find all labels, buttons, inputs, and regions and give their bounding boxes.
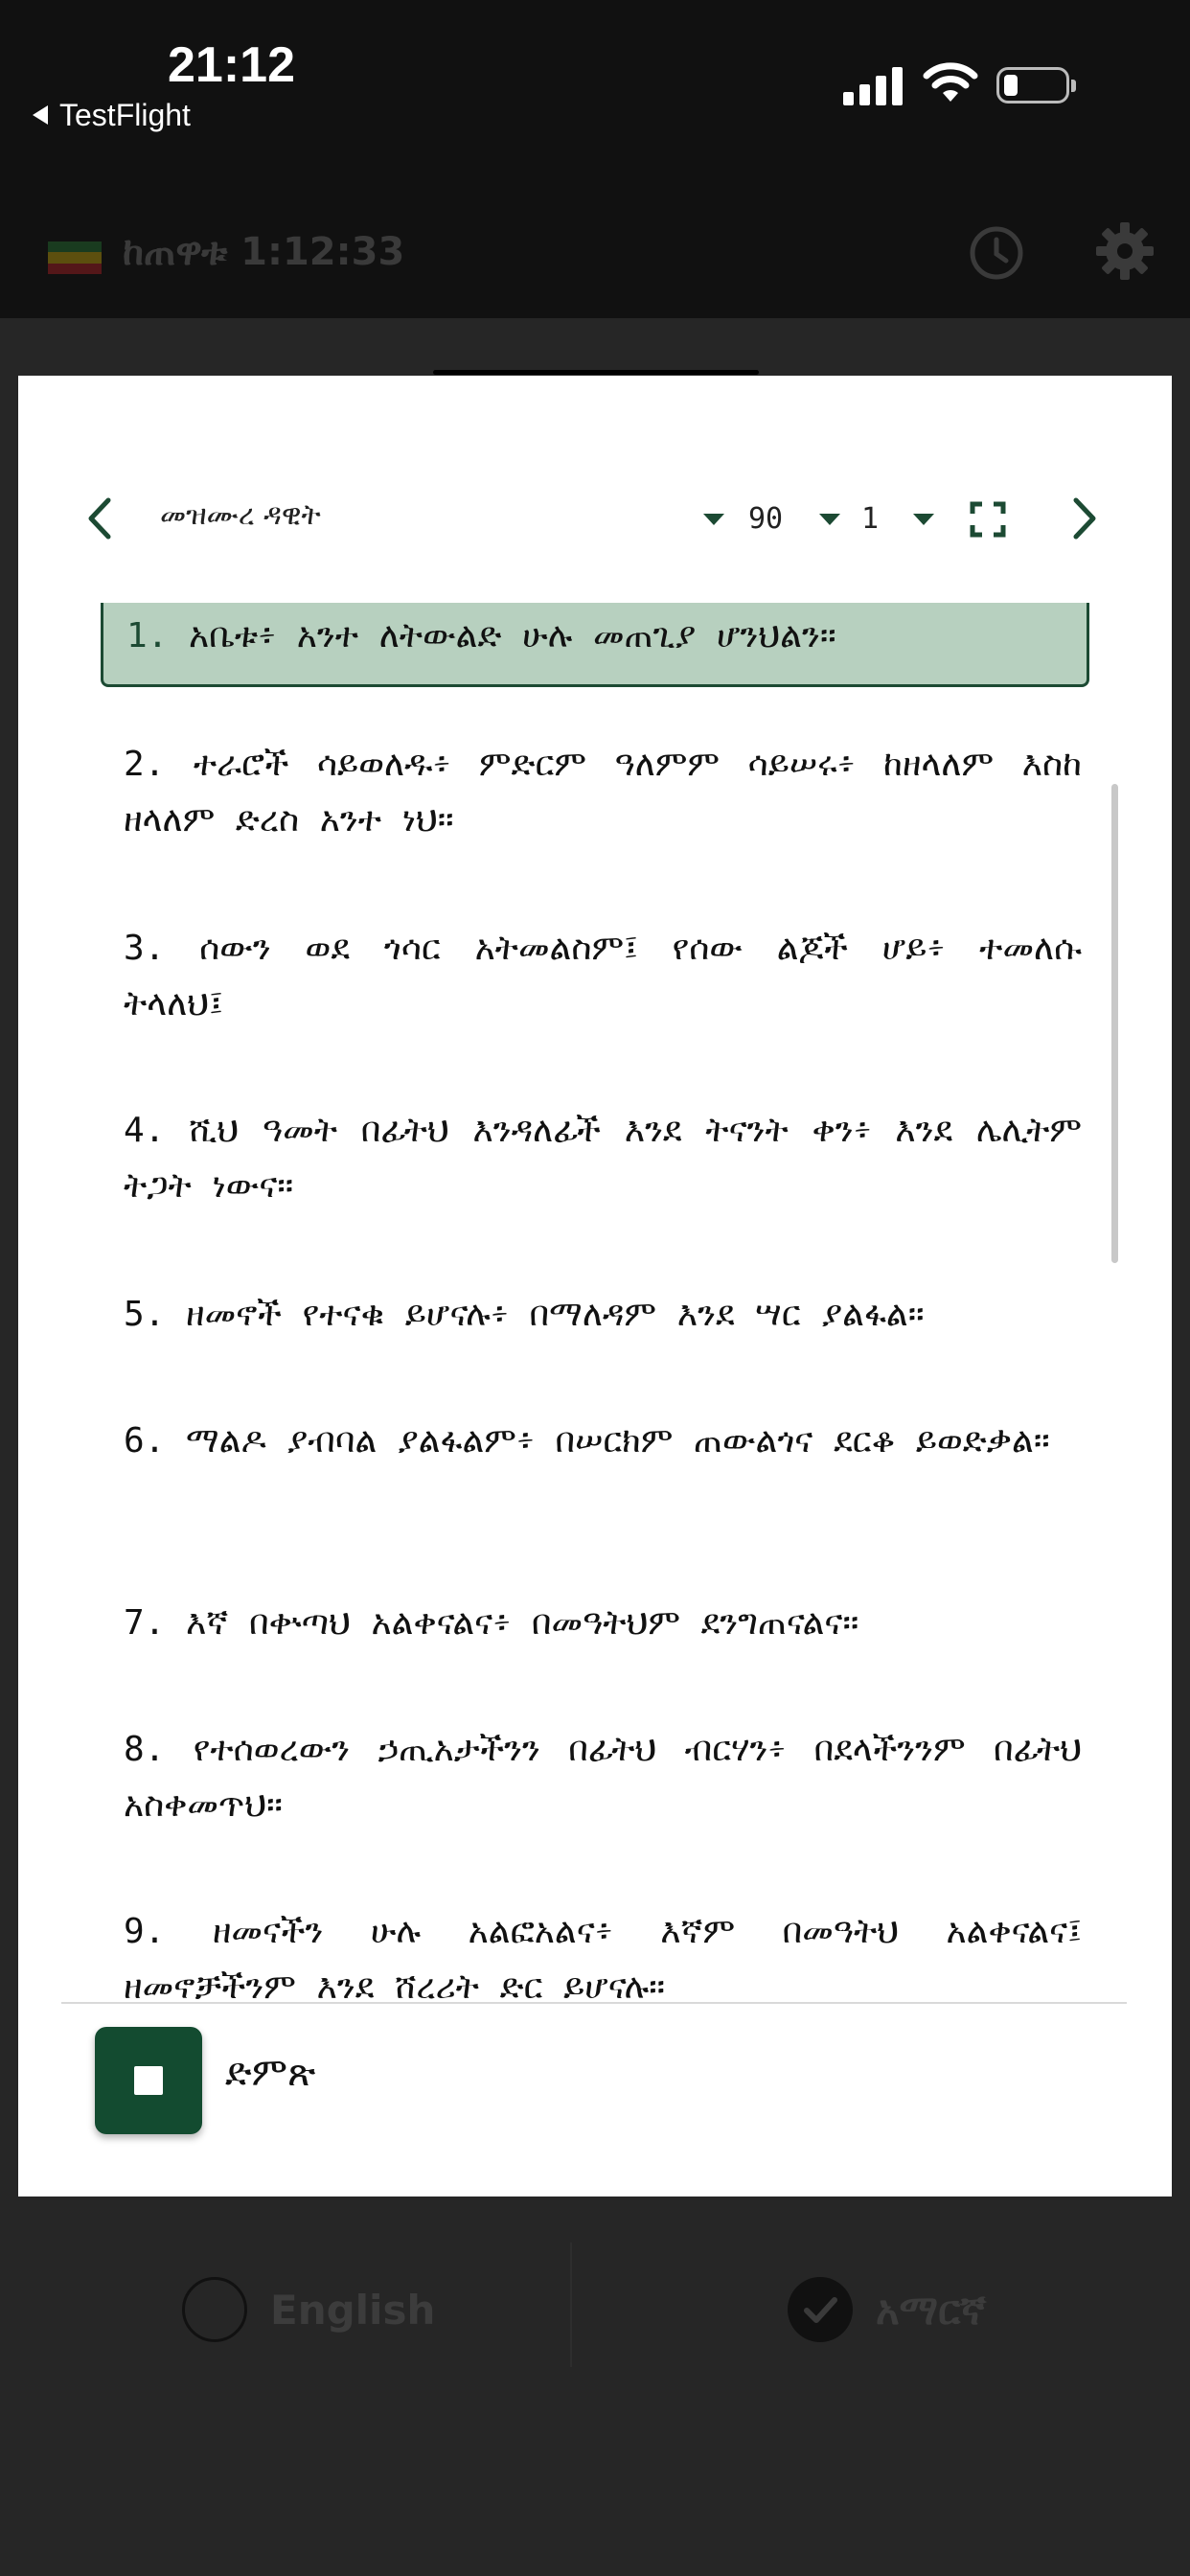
book-dropdown-arrow-icon[interactable]: [703, 514, 724, 525]
verse-item[interactable]: [124, 737, 1082, 848]
status-time: 21:12: [168, 37, 295, 93]
gear-icon[interactable]: [1094, 220, 1156, 282]
language-divider: [570, 2242, 572, 2367]
verse-text: ዘመኖች የተናቁ ይሆናሉ፥ በማለዳም እንደ ሣር ያልፋል።: [186, 1295, 925, 1334]
back-to-app-link[interactable]: [33, 98, 191, 133]
book-title: መዝሙረ ዳዊት: [160, 498, 321, 532]
app-header: [0, 192, 1190, 318]
verse-list[interactable]: [18, 603, 1172, 2002]
verse-number: 9.: [124, 1912, 166, 1951]
verse-text: ማልዶ ያብባል ያልፋልም፥ በሠርክም ጠውልጎና ደርቆ ይወድቃል።: [186, 1421, 1050, 1460]
history-icon[interactable]: [968, 224, 1025, 282]
verse-number: 5.: [124, 1295, 166, 1334]
cellular-signal-icon: [843, 63, 904, 105]
verse-number: 6.: [124, 1421, 166, 1460]
ethiopia-flag-icon: [48, 242, 102, 274]
audio-divider: [61, 2002, 1127, 2004]
verse-text: አቤቱ፥ አንተ ለትውልድ ሁሉ መጠጊያ ሆንህልን።: [189, 616, 836, 656]
verse-select[interactable]: 1: [861, 502, 880, 536]
language-selector: [0, 2242, 1190, 2377]
verse-text: ተራሮች ሳይወለዱ፥ ምድርም ዓለምም ሳይሠሩ፥ ከዘላለም እስከ ዘላለም ድረስ አንተ ነህ።: [124, 745, 1082, 840]
stop-icon: [134, 2066, 163, 2095]
verse-item[interactable]: [124, 1103, 1082, 1214]
sheet-handle[interactable]: [433, 370, 759, 375]
verse-number: 4.: [124, 1111, 166, 1150]
verse-text: ሺህ ዓመት በፊትህ እንዳለፊች እንደ ትናንት ቀን፥ እንደ ሌሊትም ትጋት ነውና።: [124, 1111, 1082, 1206]
chapter-dropdown-arrow-icon[interactable]: [819, 514, 840, 525]
next-chapter-button[interactable]: [1059, 494, 1107, 542]
verse-scrollbar[interactable]: [1111, 784, 1118, 1263]
verse-item[interactable]: [124, 1904, 1082, 2002]
reader-modal: [18, 376, 1172, 2196]
countdown-title: ከጠዋቱ 1:12:33: [123, 230, 405, 274]
english-radio[interactable]: [182, 2277, 247, 2342]
battery-icon: [996, 67, 1069, 104]
verse-number: 3.: [124, 929, 166, 968]
verse-text: የተሰወረውን ኃጢአታችንን በፊትህ ብርሃን፥ በደላችንንም በፊትህ አስቀመጥህ።: [124, 1730, 1082, 1825]
verse-number: 8.: [124, 1730, 166, 1769]
verse-number: 2.: [124, 745, 166, 784]
amharic-label[interactable]: አማርኛ: [876, 2287, 986, 2334]
verse-item[interactable]: [124, 1414, 1082, 1469]
amharic-radio[interactable]: [788, 2277, 853, 2342]
verse-text: ዘመናችን ሁሉ አልፎአልና፥ እኛም በመዓትህ አልቀናልና፤ ዘመኖቻችንም እንደ ሸረሪት ድር ይሆናሉ።: [124, 1912, 1082, 2002]
chapter-select[interactable]: 90: [748, 502, 784, 536]
verse-number: 1.: [126, 616, 169, 656]
audio-stop-button[interactable]: [95, 2027, 202, 2134]
previous-chapter-button[interactable]: [78, 494, 126, 542]
verse-item[interactable]: [124, 1722, 1082, 1833]
fullscreen-icon[interactable]: [969, 500, 1007, 539]
back-app-label: TestFlight: [59, 98, 191, 132]
verse-item-active[interactable]: [101, 603, 1089, 687]
check-icon: [788, 2277, 853, 2342]
reader-toolbar: [18, 481, 1172, 558]
verse-dropdown-arrow-icon[interactable]: [913, 514, 934, 525]
back-triangle-icon: [33, 105, 48, 125]
verse-text: ሰውን ወደ ጎሳር አትመልስም፤ የሰው ልጆች ሆይ፥ ተመለሱ ትላለህ፤: [124, 929, 1082, 1024]
audio-label: ድምጽ: [225, 2051, 316, 2095]
verse-item[interactable]: [124, 921, 1082, 1032]
english-label[interactable]: English: [270, 2287, 436, 2334]
wifi-icon: [922, 59, 979, 104]
verse-item[interactable]: [124, 1596, 1082, 1651]
verse-text: እኛ በቍጣህ አልቀናልና፥ በመዓትህም ደንግጠናልና።: [186, 1603, 859, 1643]
verse-number: 7.: [124, 1603, 166, 1643]
status-bar: [0, 0, 1190, 192]
verse-item[interactable]: [124, 1287, 1082, 1343]
